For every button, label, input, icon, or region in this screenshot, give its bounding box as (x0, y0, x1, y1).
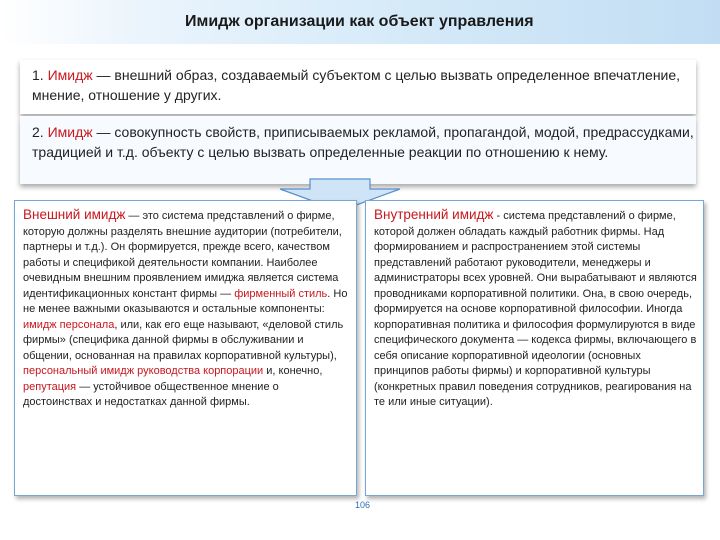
definition-2-number: 2. (32, 124, 44, 140)
external-image-after-brand: . Но не менее важными оказываются и остальные компоненты: (23, 287, 348, 315)
external-image-box (14, 200, 357, 496)
page-number: 106 (355, 500, 371, 510)
definition-1-text: — внешний образ, создаваемый субъектом с целью вызвать определенное впечатление, мнение, отношение у других. (32, 67, 681, 103)
reputation-term: репутация (23, 380, 77, 393)
definition-2-text: — совокупность свойств, приписываемых рекламой, пропагандой, модой, предрассудками, традицией и т.д. объекту с целью вызвать определенные реакции по отношению к нему. (32, 124, 694, 160)
brand-style-term: фирменный стиль (234, 287, 328, 300)
definition-2 (20, 116, 696, 184)
external-image-ending: — устойчивое общественное мнение о достоинствах и недостатках данной фирмы. (23, 380, 279, 408)
external-image-after-leader: и, конечно, (263, 365, 323, 377)
definition-2-term: Имидж (47, 124, 93, 140)
definition-1 (20, 60, 696, 114)
page-title: Имидж организации как объект управления (185, 13, 534, 30)
leader-image-term: персональный имидж руководства корпорации (23, 365, 264, 377)
definition-1-term: Имидж (47, 67, 93, 83)
definition-1-number: 1. (32, 67, 44, 83)
external-image-term: Внешний имидж (23, 207, 126, 222)
internal-image-box (365, 200, 704, 496)
external-image-intro: — это система представлений о фирме, которую должны разделять внешние аудитории (потребители, партнеры и т.д.). Он формируется, прежде всего, качеством работы и спецификой деятельности компании. Наиболее очевидным внешним проявлением имиджа является система идентификационных констант фирмы — (23, 210, 342, 300)
internal-image-term: Внутренний имидж (374, 207, 494, 222)
staff-image-term: имидж персонала (23, 318, 115, 331)
internal-image-text: - система представлений о фирме, которой должен обладать каждый работник фирмы. Над формированием и распространением этой системы представлений работают руководители, менеджеры и администраторы всех уровней. Они вырабатывают и являются проводниками корпоративной политики. Она, в свою очередь, формируется на основе корпоративной философии. Иногда корпоративная политика и философия формулируются в виде специфического документа — кодекса фирмы, включающего в себя описание корпоративной идеологии (основных принципов работы фирмы) и корпоративной культуры (конкретных правил поведения сотрудников, реагирования на те или иные ситуации). (374, 210, 697, 408)
external-image-after-staff: , или, как его еще называют, «деловой стиль фирмы» (специфика данной фирмы в обслуживании и общении, основанная на правилах корпоративной культуры), (23, 318, 344, 362)
